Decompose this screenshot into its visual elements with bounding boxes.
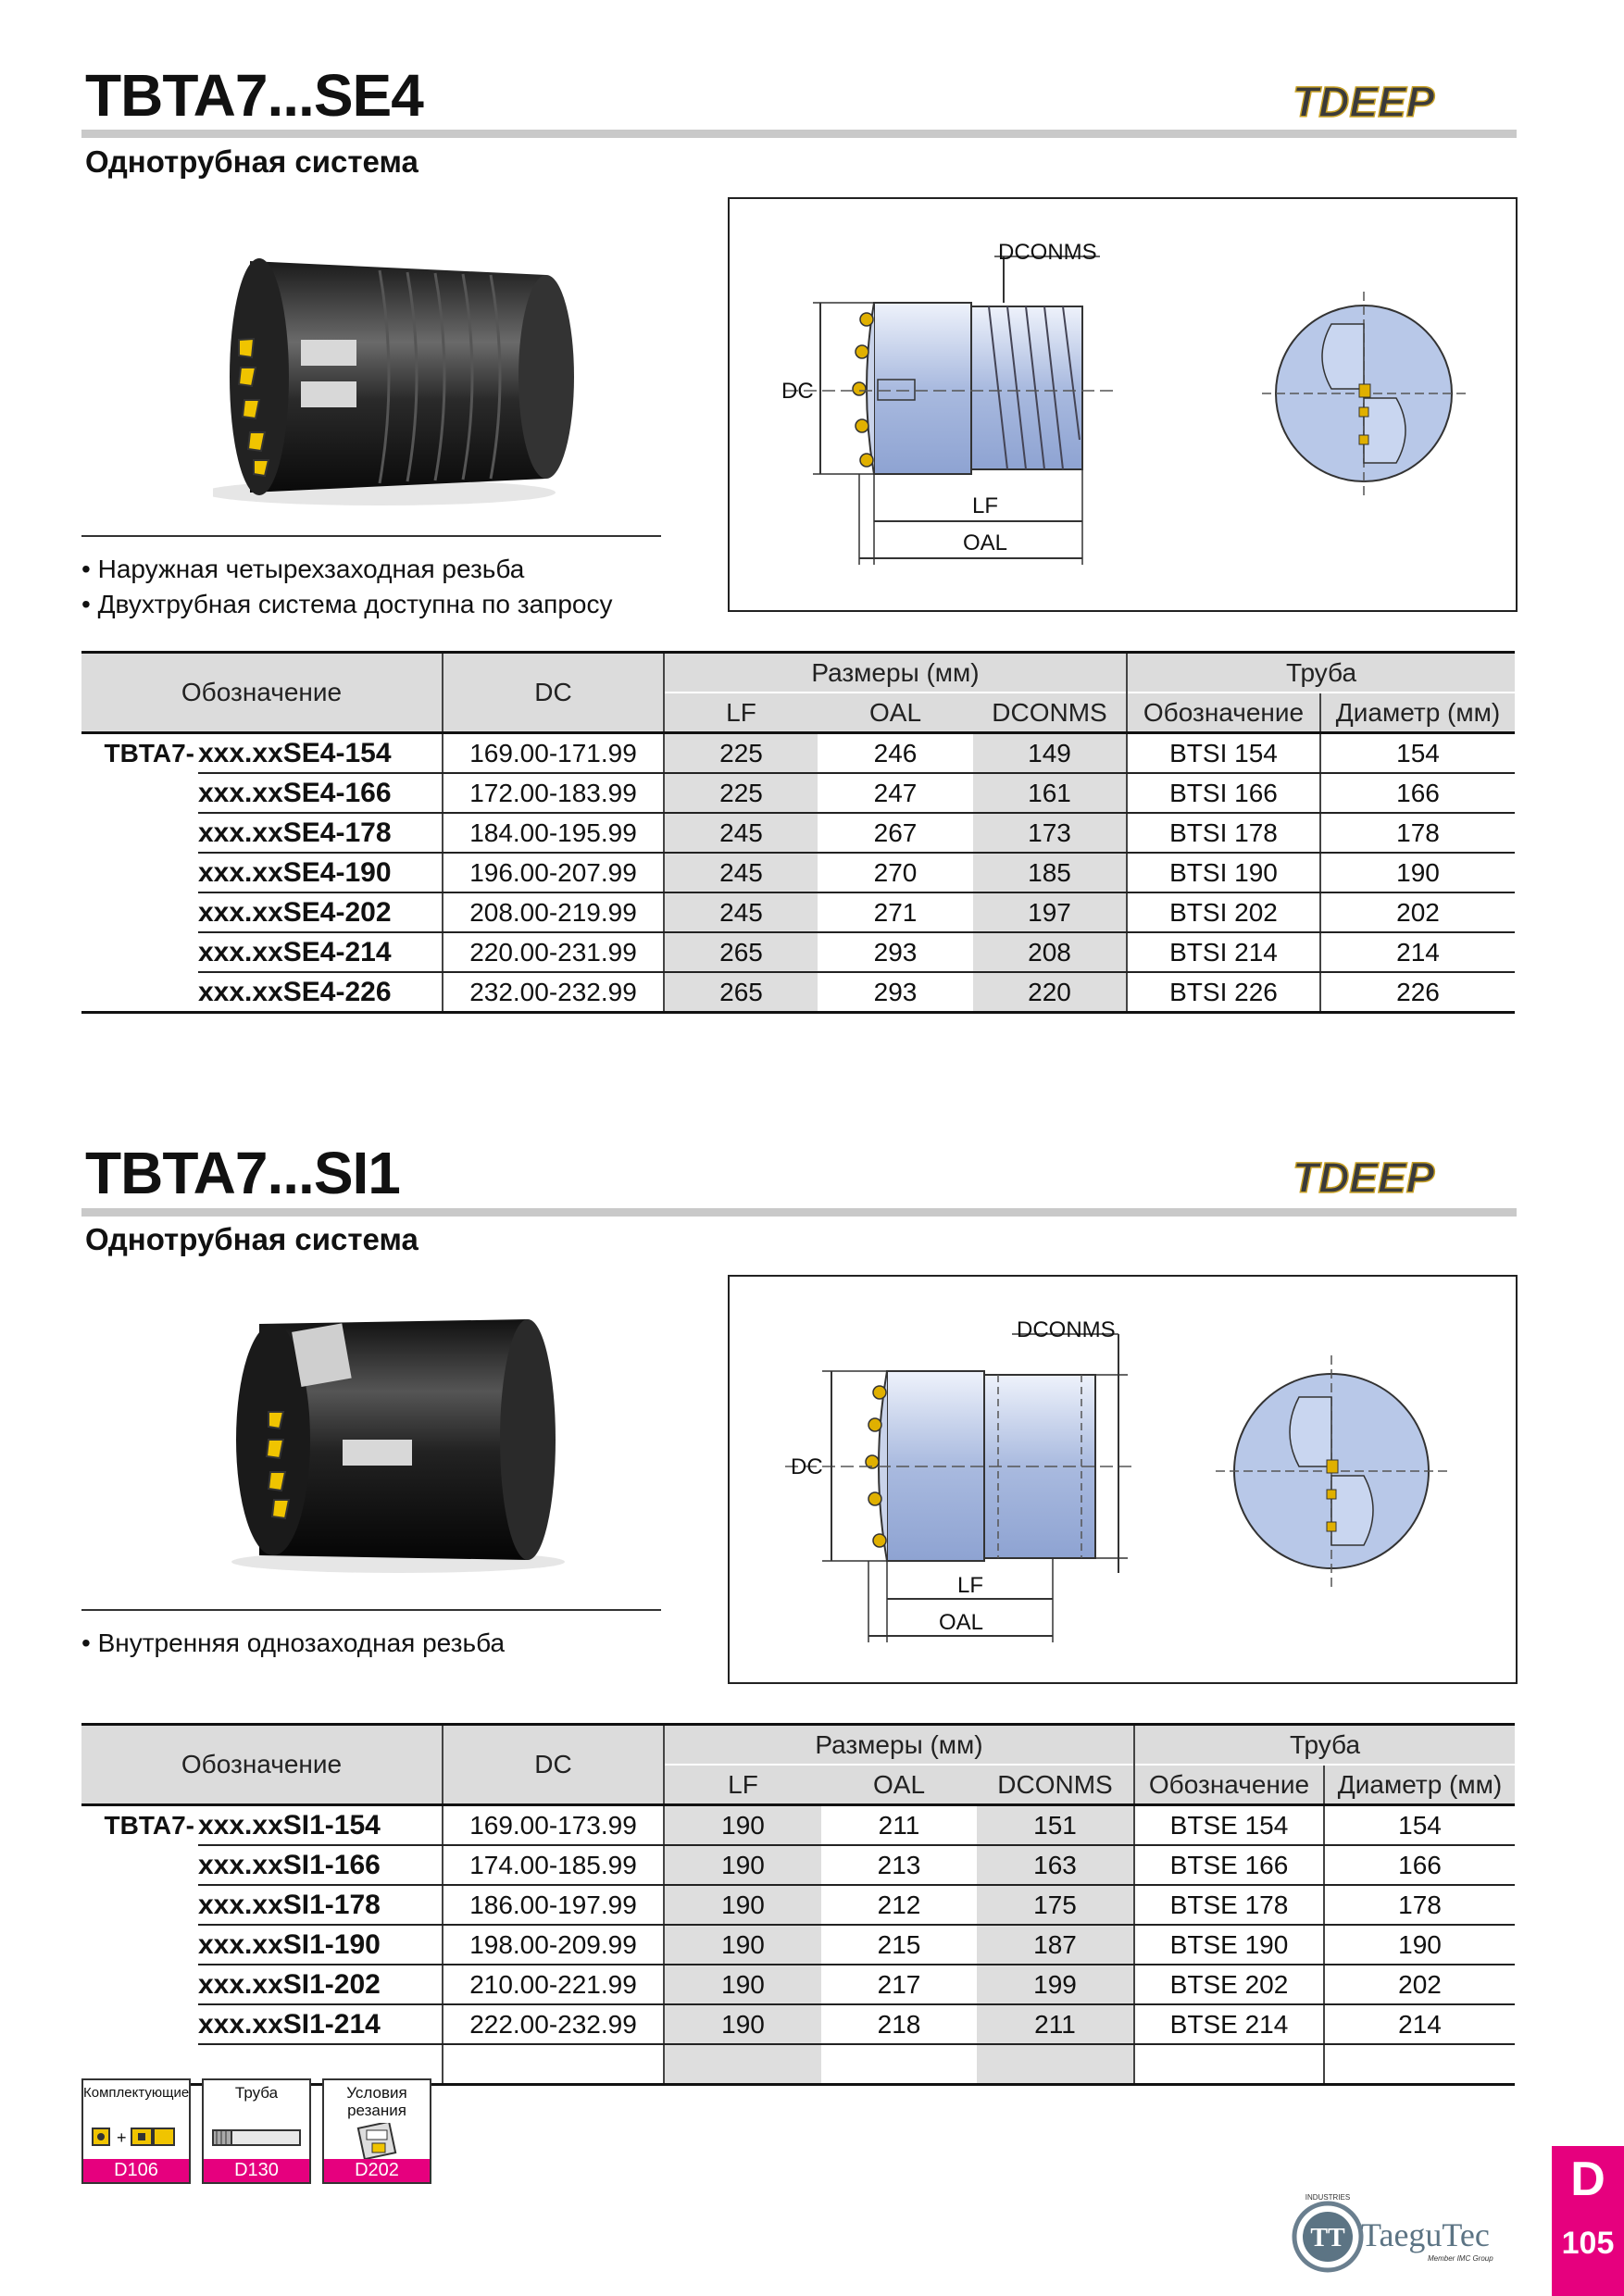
designation-prefix: TBTA7- (104, 739, 194, 767)
pipe-diameter-cell: 166 (1320, 773, 1515, 813)
tdeep-logo (1289, 1148, 1516, 1207)
lf-label: LF (957, 1573, 984, 1598)
table-row (81, 1805, 1515, 1846)
pipe-diameter-cell: 202 (1324, 1965, 1515, 2004)
oal-label: OAL (963, 530, 1008, 555)
pipe-diameter-cell: 154 (1320, 733, 1515, 774)
feature-item: • Внутренняя однозаходная резьба (81, 1626, 505, 1661)
insert-parts-icon (83, 2119, 189, 2156)
pipe-diameter-cell: 226 (1320, 972, 1515, 1013)
oal-cell: 212 (821, 1885, 977, 1925)
photo-divider (81, 1609, 661, 1611)
tdeep-logo (1289, 72, 1516, 131)
dconms-label: DCONMS (998, 240, 1097, 265)
pipe-designation-cell: BTSE 154 (1134, 1805, 1324, 1846)
designation-code: xxx.xxSE4-190 (198, 853, 443, 892)
table-row (81, 972, 1515, 1013)
dconms-cell: 208 (973, 932, 1127, 972)
pipe-designation-cell: BTSI 178 (1127, 813, 1320, 853)
lf-cell: 245 (664, 853, 818, 892)
lf-cell: 190 (664, 2004, 821, 2044)
col-oal-header: OAL (818, 693, 973, 733)
dconms-cell: 187 (977, 1925, 1134, 1965)
dconms-cell: 220 (973, 972, 1127, 1013)
ref-label: Условия резания (346, 2084, 407, 2119)
col-designation-header: Обозначение (81, 653, 443, 733)
dc-label: DC (791, 1454, 823, 1479)
dconms-cell: 197 (973, 892, 1127, 932)
page-number: 105 (1561, 2226, 1615, 2261)
dc-cell: 198.00-209.99 (443, 1925, 664, 1965)
pipe-designation-cell: BTSI 154 (1127, 733, 1320, 774)
designation-code: xxx.xxSI1-214 (198, 2004, 443, 2044)
dc-cell: 196.00-207.99 (443, 853, 664, 892)
svg-text:TT: TT (1310, 2224, 1345, 2252)
lf-cell: 245 (664, 892, 818, 932)
lf-label: LF (972, 493, 999, 518)
ref-cutting-conditions[interactable] (322, 2078, 431, 2184)
designation-code: xxx.xxSE4-154 (198, 733, 443, 774)
pipe-designation-cell: BTSI 190 (1127, 853, 1320, 892)
table-row (81, 1925, 1515, 1965)
ref-page: D202 (324, 2159, 430, 2182)
ref-label: Труба (234, 2084, 279, 2102)
lf-cell: 265 (664, 972, 818, 1013)
section-title: TBTA7...SI1 (85, 1140, 400, 1206)
section-subtitle: Однотрубная система (85, 1222, 418, 1256)
oal-cell: 247 (818, 773, 973, 813)
feature-item: • Двухтрубная система доступна по запросу (81, 587, 613, 622)
dc-cell: 232.00-232.99 (443, 972, 664, 1013)
dc-label: DC (781, 379, 814, 404)
ref-label: Комплектующие (83, 2085, 190, 2101)
dimension-diagram (728, 197, 1518, 612)
dc-cell: 186.00-197.99 (443, 1885, 664, 1925)
pipe-designation-cell: BTSE 202 (1134, 1965, 1324, 2004)
front-view-drawing (1211, 1351, 1452, 1591)
oal-cell: 213 (821, 1845, 977, 1885)
dc-cell: 184.00-195.99 (443, 813, 664, 853)
section-title: TBTA7...SE4 (85, 62, 423, 129)
lf-cell: 190 (664, 1925, 821, 1965)
ref-page: D106 (83, 2159, 189, 2182)
oal-cell: 217 (821, 1965, 977, 2004)
pipe-diameter-cell: 190 (1324, 1925, 1515, 1965)
col-pipe-designation-header: Обозначение (1134, 1765, 1324, 1805)
col-dc-header: DC (443, 653, 664, 733)
title-rule (81, 1208, 1517, 1217)
table-row (81, 1845, 1515, 1885)
lf-cell: 245 (664, 813, 818, 853)
pipe-diameter-cell: 166 (1324, 1845, 1515, 1885)
pipe-designation-cell: BTSI 166 (1127, 773, 1320, 813)
oal-cell: 267 (818, 813, 973, 853)
pipe-diameter-cell: 214 (1324, 2004, 1515, 2044)
logo-text: TDEEP (1293, 78, 1435, 126)
dc-cell: 208.00-219.99 (443, 892, 664, 932)
col-pipe-designation-header: Обозначение (1127, 693, 1320, 733)
chapter-tab (1552, 2146, 1624, 2296)
pipe-group-header: Труба (1127, 653, 1515, 693)
pipe-diameter-cell: 214 (1320, 932, 1515, 972)
oal-cell: 211 (821, 1805, 977, 1846)
dconms-cell: 149 (973, 733, 1127, 774)
oal-cell: 293 (818, 932, 973, 972)
col-designation-header: Обозначение (81, 1725, 443, 1805)
designation-code: xxx.xxSI1-166 (198, 1845, 443, 1885)
ref-pipe[interactable] (202, 2078, 311, 2184)
brand-ring: INDUSTRIES (1305, 2193, 1351, 2202)
dims-group-header: Размеры (мм) (664, 653, 1127, 693)
dconms-cell: 211 (977, 2004, 1134, 2044)
oal-cell: 293 (818, 972, 973, 1013)
lf-cell: 265 (664, 932, 818, 972)
table-row (81, 1965, 1515, 2004)
col-oal-header: OAL (821, 1765, 977, 1805)
feature-item: • Наружная четырехзаходная резьба (81, 552, 613, 587)
oal-cell: 215 (821, 1925, 977, 1965)
col-dconms-header: DCONMS (973, 693, 1127, 733)
oal-label: OAL (939, 1610, 984, 1635)
dc-cell: 222.00-232.99 (443, 2004, 664, 2044)
section-se4 (0, 0, 1624, 1018)
table-row (81, 813, 1515, 853)
dc-cell: 169.00-171.99 (443, 733, 664, 774)
dconms-cell: 199 (977, 1965, 1134, 2004)
lf-cell: 225 (664, 733, 818, 774)
taegutec-logo (1289, 2185, 1520, 2277)
cutting-conditions-icon (324, 2123, 430, 2160)
col-pipe-diameter-header: Диаметр (мм) (1320, 693, 1515, 733)
pipe-diameter-cell: 178 (1320, 813, 1515, 853)
designation-code: xxx.xxSE4-226 (198, 972, 443, 1013)
title-rule (81, 130, 1517, 138)
table-row (81, 773, 1515, 813)
designation-code: xxx.xxSI1-190 (198, 1925, 443, 1965)
oal-cell: 270 (818, 853, 973, 892)
ref-page: D130 (204, 2159, 309, 2182)
spec-table (81, 1723, 1515, 2086)
col-dconms-header: DCONMS (977, 1765, 1134, 1805)
col-lf-header: LF (664, 1765, 821, 1805)
lf-cell: 225 (664, 773, 818, 813)
pipe-designation-cell: BTSE 178 (1134, 1885, 1324, 1925)
designation-code: xxx.xxSE4-166 (198, 773, 443, 813)
pipe-designation-cell: BTSI 214 (1127, 932, 1320, 972)
pipe-diameter-cell: 202 (1320, 892, 1515, 932)
dc-cell: 220.00-231.99 (443, 932, 664, 972)
spec-table (81, 651, 1515, 1014)
pipe-icon (204, 2119, 309, 2156)
dc-cell: 172.00-183.99 (443, 773, 664, 813)
pipe-designation-cell: BTSE 166 (1134, 1845, 1324, 1885)
designation-code: xxx.xxSE4-202 (198, 892, 443, 932)
designation-code: xxx.xxSE4-178 (198, 813, 443, 853)
col-dc-header: DC (443, 1725, 664, 1805)
lf-cell: 190 (664, 1845, 821, 1885)
table-row (81, 932, 1515, 972)
dims-group-header: Размеры (мм) (664, 1725, 1134, 1766)
pipe-designation-cell: BTSE 190 (1134, 1925, 1324, 1965)
dconms-cell: 151 (977, 1805, 1134, 1846)
brand-name: TaeguTec (1361, 2216, 1490, 2253)
dc-cell: 174.00-185.99 (443, 1845, 664, 1885)
pipe-diameter-cell: 178 (1324, 1885, 1515, 1925)
designation-code: xxx.xxSI1-202 (198, 1965, 443, 2004)
designation-code: xxx.xxSI1-178 (198, 1885, 443, 1925)
pipe-group-header: Труба (1134, 1725, 1515, 1766)
table-row (81, 892, 1515, 932)
table-row (81, 1885, 1515, 1925)
front-view-drawing (1257, 287, 1470, 500)
tool-photo (213, 243, 602, 511)
dc-cell: 210.00-221.99 (443, 1965, 664, 2004)
pipe-diameter-cell: 190 (1320, 853, 1515, 892)
side-view-drawing (730, 1277, 1516, 1682)
oal-cell: 246 (818, 733, 973, 774)
logo-text: TDEEP (1293, 1154, 1435, 1202)
designation-prefix: TBTA7- (104, 1811, 194, 1840)
col-lf-header: LF (664, 693, 818, 733)
col-pipe-diameter-header: Диаметр (мм) (1324, 1765, 1515, 1805)
dc-cell: 169.00-173.99 (443, 1805, 664, 1846)
photo-divider (81, 535, 661, 537)
table-row (81, 733, 1515, 774)
table-row (81, 853, 1515, 892)
oal-cell: 218 (821, 2004, 977, 2044)
dconms-label: DCONMS (1017, 1317, 1116, 1342)
lf-cell: 190 (664, 1885, 821, 1925)
designation-code: xxx.xxSE4-214 (198, 932, 443, 972)
section-subtitle: Однотрубная система (85, 144, 418, 179)
brand-tagline: Member IMC Group (1428, 2254, 1493, 2263)
lf-cell: 190 (664, 1965, 821, 2004)
tool-photo (222, 1301, 574, 1578)
dconms-cell: 163 (977, 1845, 1134, 1885)
pipe-designation-cell: BTSI 202 (1127, 892, 1320, 932)
dconms-cell: 173 (973, 813, 1127, 853)
designation-code: xxx.xxSI1-154 (198, 1805, 443, 1846)
ref-parts[interactable] (81, 2078, 191, 2184)
dconms-cell: 185 (973, 853, 1127, 892)
pipe-diameter-cell: 154 (1324, 1805, 1515, 1846)
chapter-letter: D (1570, 2152, 1605, 2206)
pipe-designation-cell: BTSI 226 (1127, 972, 1320, 1013)
pipe-designation-cell: BTSE 214 (1134, 2004, 1324, 2044)
svg-text:+: + (117, 2128, 127, 2147)
dconms-cell: 161 (973, 773, 1127, 813)
table-row (81, 2004, 1515, 2044)
oal-cell: 271 (818, 892, 973, 932)
feature-list (81, 552, 613, 622)
dimension-diagram (728, 1275, 1518, 1684)
dconms-cell: 175 (977, 1885, 1134, 1925)
lf-cell: 190 (664, 1805, 821, 1846)
feature-list (81, 1626, 505, 1661)
